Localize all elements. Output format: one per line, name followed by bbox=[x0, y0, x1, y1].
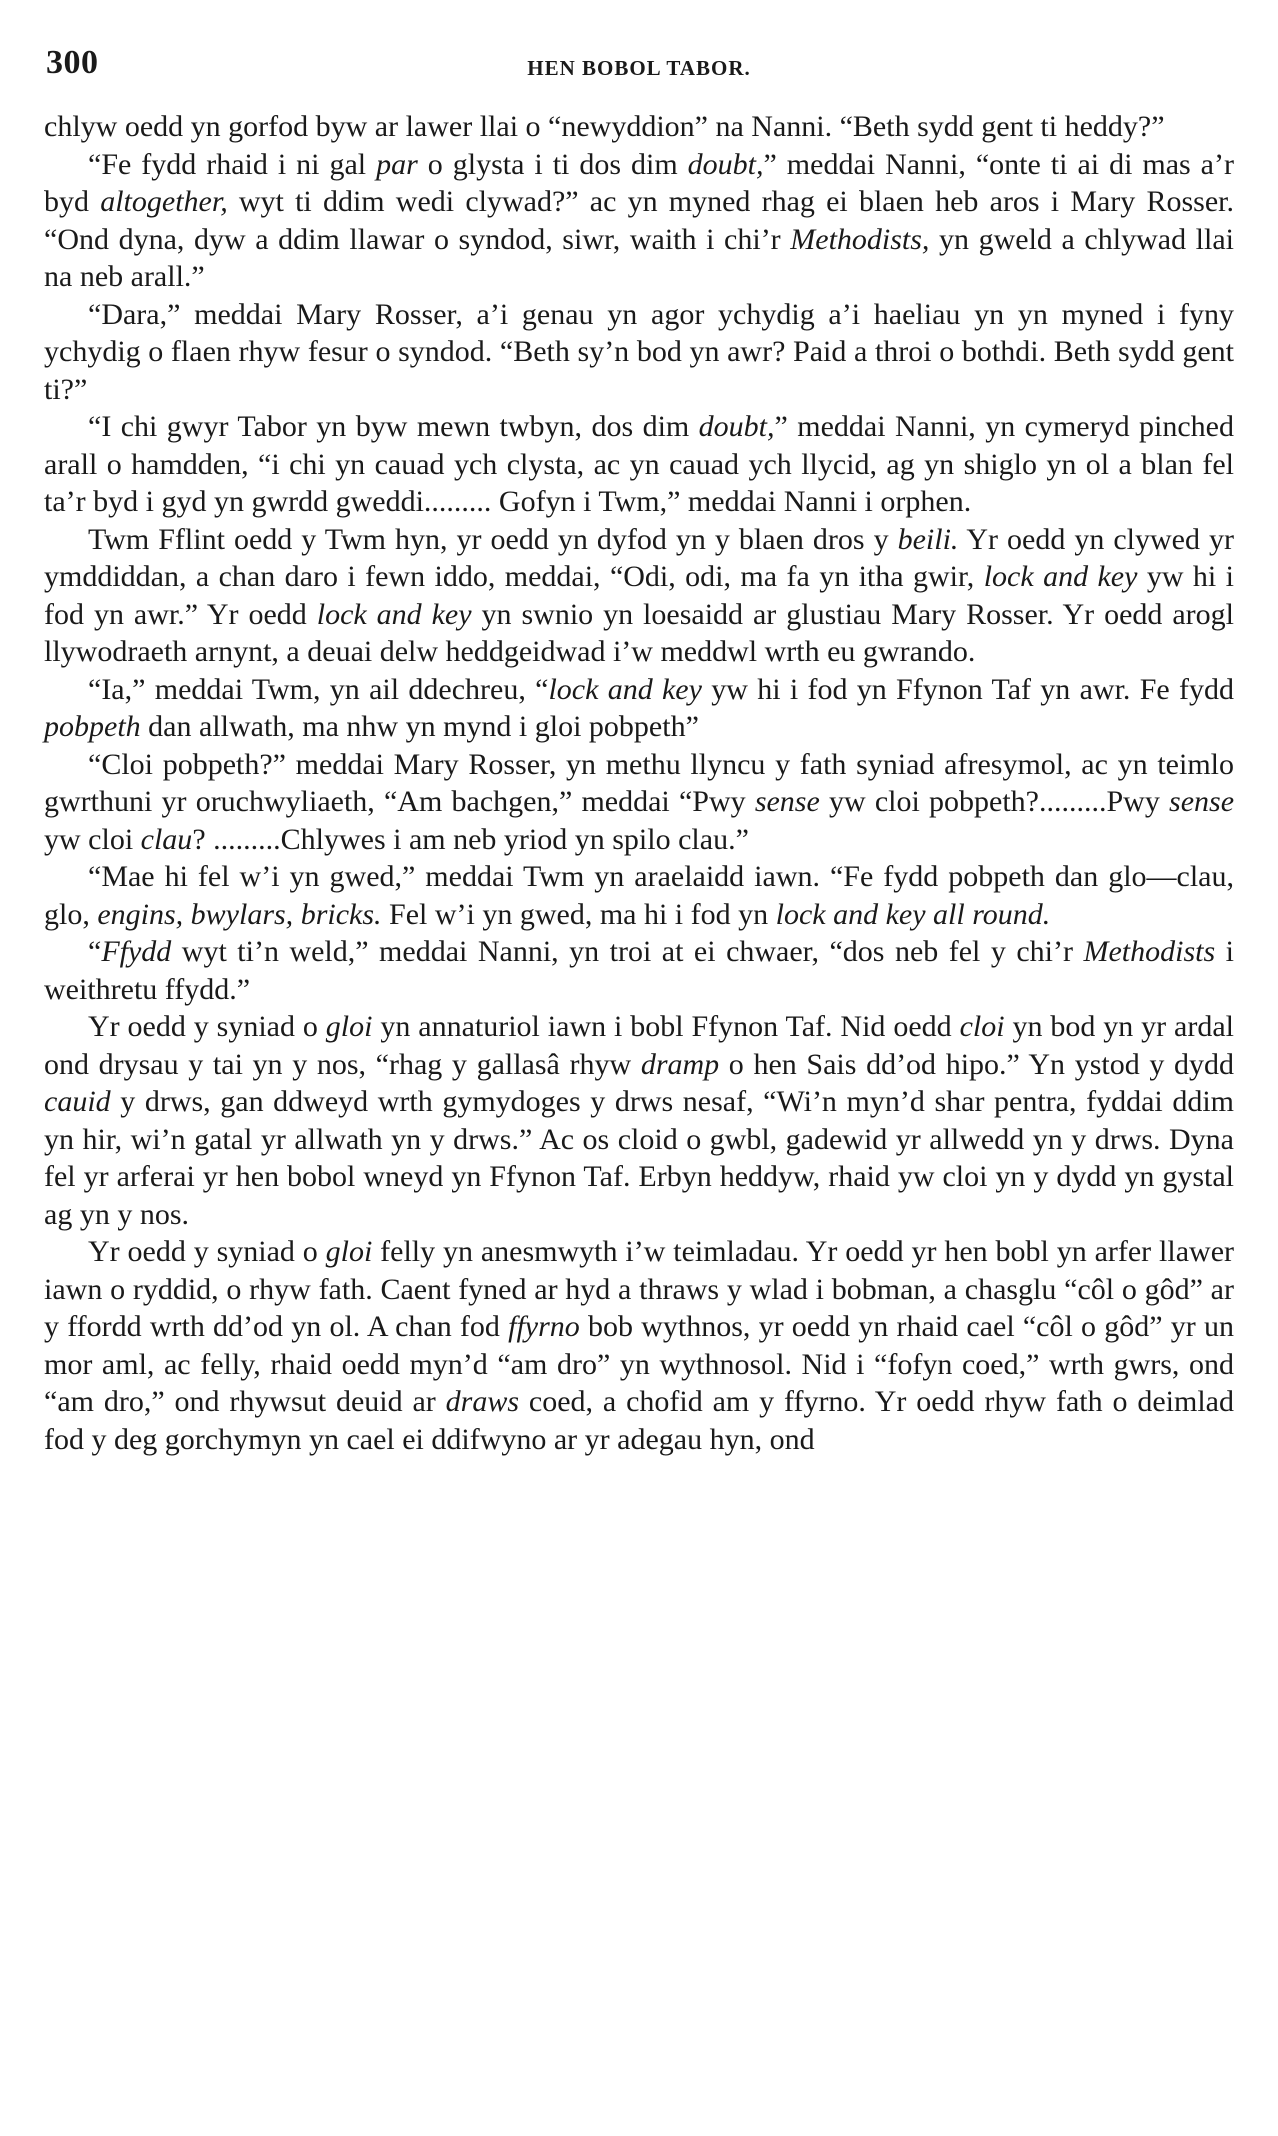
text-run: Yr oedd y syniad o bbox=[88, 1010, 326, 1043]
paragraph bbox=[44, 146, 1234, 296]
paragraph bbox=[44, 408, 1234, 521]
paragraph bbox=[44, 1008, 1234, 1233]
text-run: felly yn anesmwyth i’w teimladau. Yr oedd yr hen bobl yn arfer llawer iawn o ryddid, o rhyw fath. Caent fyned ar hyd a thraws y wlad i bobman, a chasglu “côl o gôd” ar y ffordd wrth dd’od yn ol. A chan fod bbox=[44, 1235, 1234, 1343]
text-run: Yr oedd y syniad o bbox=[88, 1235, 326, 1268]
text-run: Twm Fflint oedd y Twm hyn, yr oedd yn dyfod yn y blaen dros y bbox=[88, 522, 898, 556]
running-head bbox=[44, 44, 1234, 96]
paragraph bbox=[44, 108, 1234, 146]
text-run: ” meddai Nanni, “onte ti ai di mas a’r byd bbox=[44, 147, 1234, 218]
body-text bbox=[44, 108, 1234, 1458]
text-run: yn swnio yn loesaidd ar glustiau Mary Rosser. Yr oedd arogl llywodraeth arnynt, a deuai delw heddgeidwad i’w meddwl wrth eu gwrando. bbox=[44, 597, 1234, 668]
text-run: “Cloi pobpeth?” meddai Mary Rosser, yn methu llyncu y fath syniad afresymol, ac yn teimlo gwrthuni yr oruchwyliaeth, “Am bachgen,” meddai “Pwy bbox=[44, 747, 1234, 818]
paragraph bbox=[44, 1233, 1234, 1458]
text-run: chlyw oedd yn gorfod byw ar lawer llai o “newyddion” na Nanni. “Beth sydd gent ti heddy?” bbox=[44, 110, 1165, 143]
text-run: o hen Sais dd’od hipo.” Yn ystod y dydd bbox=[719, 1047, 1234, 1081]
italic-text: ffyrno bbox=[508, 1310, 580, 1343]
paragraph bbox=[44, 671, 1234, 746]
text-run: yn annaturiol iawn i bobl Ffynon Taf. Nid oedd bbox=[372, 1010, 960, 1043]
paragraph bbox=[44, 746, 1234, 859]
paragraph bbox=[44, 296, 1234, 409]
running-title: HEN BOBOL TABOR. bbox=[527, 56, 751, 80]
text-run bbox=[293, 898, 301, 931]
text-run: yn bod yn yr ardal ond drysau y tai yn y nos, “rhag y gallasâ rhyw bbox=[44, 1010, 1235, 1081]
text-run: “I chi gwyr Tabor yn byw mewn twbyn, dos dim bbox=[88, 410, 699, 443]
text-run: “Fe fydd rhaid i ni gal bbox=[88, 147, 377, 181]
text-run: ” meddai Nanni, yn cymeryd pinched arall o hamdden, “i chi yn cauad ych clysta, ac yn cauad ych llycid, ag yn shiglo yn ol a blan fel ta’r byd i gyd yn gwrdd gweddi......... Gofyn i Twm,” meddai Nanni i orphen. bbox=[44, 410, 1234, 518]
italic-text: clau bbox=[140, 822, 193, 856]
italic-text: cloi bbox=[959, 1010, 1005, 1043]
italic-text: beili. bbox=[897, 522, 959, 556]
italic-text: bwylars, bbox=[190, 897, 294, 931]
paragraph bbox=[44, 521, 1234, 671]
italic-text: dramp bbox=[640, 1047, 720, 1081]
italic-text: gloi bbox=[325, 1010, 373, 1043]
text-run: “Mae hi fel w’i yn gwed,” meddai Twm yn araelaidd iawn. “Fe fydd pobpeth dan glo—clau, glo, bbox=[44, 860, 1234, 931]
text-run: Yr oedd yn clywed yr ymddiddan, a chan daro i fewn iddo, meddai, “Odi, odi, ma fa yn itha gwir, bbox=[44, 522, 1235, 593]
italic-text: sense bbox=[754, 785, 820, 818]
text-run: yw cloi pobpeth?.........Pwy bbox=[819, 785, 1170, 818]
text-run: dan allwath, ma nhw yn mynd i gloi pobpeth” bbox=[140, 710, 699, 743]
text-run: i weithretu ffydd.” bbox=[44, 935, 1234, 1006]
text-run: wyt ti ddim wedi clywad?” ac yn myned rhag ei blaen heb aros i Mary Rosser. “Ond dyna, dyw a ddim llawar o syndod, siwr, waith i chi’r bbox=[44, 185, 1235, 256]
italic-text: doubt, bbox=[687, 147, 764, 181]
italic-text: Ffydd bbox=[101, 935, 172, 968]
text-run: “ bbox=[88, 935, 102, 968]
italic-text: doubt, bbox=[698, 410, 775, 443]
text-run: “Dara,” meddai Mary Rosser, a’i genau yn agor ychydig a’i haeliau yn yn myned i fyny ychydig o flaen rhyw fesur o syndod. “Beth sy’n bod yn awr? Paid a throi o bothdi. Beth sydd gent ti?” bbox=[44, 297, 1234, 406]
italic-text: lock and key bbox=[548, 672, 702, 706]
text-run: ? .........Chlywes i am neb yriod yn spilo clau.” bbox=[192, 822, 749, 856]
book-page bbox=[44, 44, 1234, 1458]
text-run: wyt ti’n weld,” meddai Nanni, yn troi at ei chwaer, “dos neb fel y chi’r bbox=[171, 935, 1084, 968]
italic-text: lock and key bbox=[983, 560, 1138, 593]
italic-text: Methodists, bbox=[790, 222, 930, 256]
italic-text: cauid bbox=[44, 1085, 111, 1118]
text-run bbox=[183, 898, 191, 931]
italic-text: engins, bbox=[97, 897, 184, 931]
italic-text: par bbox=[376, 147, 418, 181]
text-run: yw cloi bbox=[44, 822, 141, 856]
italic-text: lock and key all round. bbox=[775, 897, 1051, 931]
italic-text: gloi bbox=[325, 1235, 373, 1268]
paragraph bbox=[44, 858, 1234, 933]
text-run: bob wythnos, yr oedd yn rhaid cael “côl o gôd” yr un mor aml, ac felly, rhaid oedd myn’d “am dro” yn wythnosol. Nid i “fofyn coed,” wrth gwrs, ond “am dro,” ond rhywsut deuid ar bbox=[44, 1310, 1234, 1418]
text-run: yw hi i fod yn awr.” Yr oedd bbox=[44, 560, 1234, 631]
page-number: 300 bbox=[46, 44, 99, 81]
text-run: yn gweld a chlywad llai na neb arall.” bbox=[44, 222, 1234, 293]
italic-text: draws bbox=[445, 1385, 520, 1418]
paragraph bbox=[44, 933, 1234, 1008]
italic-text: lock and key bbox=[316, 597, 472, 631]
text-run: o glysta i ti dos dim bbox=[417, 147, 688, 181]
text-run: yw hi i fod yn Ffynon Taf yn awr. Fe fydd bbox=[701, 672, 1234, 706]
text-run: coed, a chofid am y ffyrno. Yr oedd rhyw fath o deimlad fod y deg gorchymyn yn cael ei ddifwyno ar yr adegau hyn, ond bbox=[44, 1385, 1234, 1456]
italic-text: Methodists bbox=[1083, 935, 1216, 968]
italic-text: pobpeth bbox=[44, 710, 141, 743]
italic-text: sense bbox=[1169, 785, 1235, 818]
text-run: “Ia,” meddai Twm, yn ail ddechreu, “ bbox=[88, 672, 549, 706]
text-run: y drws, gan ddweyd wrth gymydoges y drws nesaf, “Wi’n myn’d shar pentra, fyddai ddim yn hir, wi’n gatal yr allwath yn y drws.” Ac os cloid o gwbl, gadewid yr allwedd yn y drws. Dyna fel yr arferai yr hen bobol wneyd yn Ffynon Taf. Erbyn heddyw, rhaid yw cloi yn y dydd yn gystal ag yn y nos. bbox=[44, 1085, 1234, 1231]
italic-text: bricks. bbox=[300, 897, 382, 931]
italic-text: altogether, bbox=[100, 185, 228, 218]
text-run: Fel w’i yn gwed, ma hi i fod yn bbox=[381, 897, 776, 931]
